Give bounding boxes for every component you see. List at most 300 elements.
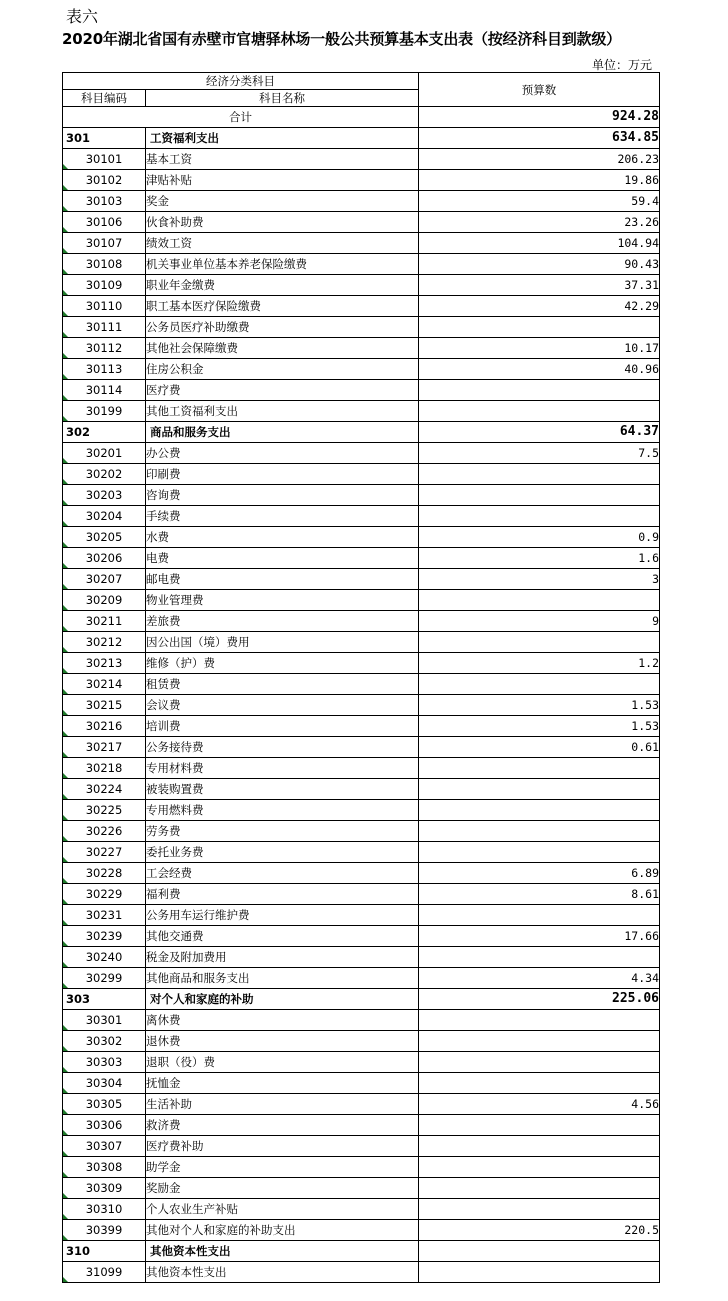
row-code [63,863,146,884]
row-name: 福利费 [146,884,419,905]
row-name: 培训费 [146,716,419,737]
cell-text-flag-icon [63,983,68,988]
row-name: 抚恤金 [146,1073,419,1094]
row-name: 劳务费 [146,821,419,842]
row-code [63,128,146,149]
row-name: 基本工资 [146,149,419,170]
row-code-text: 30226 [85,824,123,838]
row-code-text: 30305 [85,1097,123,1111]
row-code-text: 31099 [85,1265,123,1279]
row-amount: 40.96 [419,359,660,380]
row-code [63,485,146,506]
row-amount [419,506,660,527]
row-code [63,548,146,569]
row-code [63,821,146,842]
row-amount [419,1199,660,1220]
table-row [63,758,660,779]
row-amount [419,1115,660,1136]
row-amount [419,800,660,821]
cell-text-flag-icon [63,584,68,589]
cell-text-flag-icon [63,395,68,400]
row-amount [419,401,660,422]
cell-text-flag-icon [63,290,68,295]
row-name: 维修（护）费 [146,653,419,674]
table-row [63,359,660,380]
row-name: 其他对个人和家庭的补助支出 [146,1220,419,1241]
row-code-text: 301 [66,131,91,145]
row-code [63,275,146,296]
row-name: 被装购置费 [146,779,419,800]
row-amount: 6.89 [419,863,660,884]
row-code [63,1115,146,1136]
row-code-text: 30214 [85,677,123,691]
row-name: 手续费 [146,506,419,527]
table-row [63,1262,660,1283]
row-amount [419,1031,660,1052]
row-code-text: 30106 [85,215,123,229]
row-code-text: 30103 [85,194,123,208]
row-amount [419,1073,660,1094]
table-row [63,737,660,758]
row-code [63,359,146,380]
row-code [63,611,146,632]
table-row [63,548,660,569]
row-amount [419,485,660,506]
row-code-text: 30216 [85,719,123,733]
row-amount [419,1136,660,1157]
table-row [63,1010,660,1031]
row-code [63,968,146,989]
row-name: 公务接待费 [146,737,419,758]
cell-text-flag-icon [63,626,68,631]
row-code-text: 30114 [85,383,123,397]
table-row [63,233,660,254]
table-row [63,380,660,401]
table-row [63,674,660,695]
row-name: 水费 [146,527,419,548]
row-amount [419,632,660,653]
row-code-text: 30231 [85,908,123,922]
row-code [63,716,146,737]
table-row [63,1094,660,1115]
row-code-text: 30202 [85,467,123,481]
row-amount: 19.86 [419,170,660,191]
cell-text-flag-icon [63,731,68,736]
cell-text-flag-icon [63,773,68,778]
row-amount [419,674,660,695]
cell-text-flag-icon [63,206,68,211]
row-amount [419,1157,660,1178]
table-row [63,296,660,317]
row-name: 其他资本性支出 [146,1262,419,1283]
row-amount [419,317,660,338]
row-code [63,401,146,422]
row-code [63,1199,146,1220]
row-code-text: 30218 [85,761,123,775]
row-amount: 37.31 [419,275,660,296]
row-code-text: 30310 [85,1202,123,1216]
cell-text-flag-icon [63,269,68,274]
header-row-group [63,73,660,90]
table-row [63,884,660,905]
cell-text-flag-icon [63,857,68,862]
table-row [63,401,660,422]
row-code [63,380,146,401]
cell-text-flag-icon [63,311,68,316]
row-amount: 225.06 [419,989,660,1010]
row-code-text: 30308 [85,1160,123,1174]
table-row [63,254,660,275]
row-name: 退职（役）费 [146,1052,419,1073]
row-code-text: 30204 [85,509,123,523]
row-amount: 7.5 [419,443,660,464]
row-code-text: 30399 [85,1223,123,1237]
cell-text-flag-icon [63,500,68,505]
cell-text-flag-icon [63,353,68,358]
table-row [63,1199,660,1220]
table-row [63,506,660,527]
table-row [63,779,660,800]
row-amount [419,380,660,401]
row-code-text: 30207 [85,572,123,586]
row-name: 职业年金缴费 [146,275,419,296]
row-code-text: 30215 [85,698,123,712]
cell-text-flag-icon [63,794,68,799]
cell-text-flag-icon [63,1193,68,1198]
row-code [63,884,146,905]
cell-text-flag-icon [63,1130,68,1135]
row-code [63,233,146,254]
row-code-text: 30224 [85,782,123,796]
row-amount [419,842,660,863]
row-code-text: 30228 [85,866,123,880]
row-code [63,1178,146,1199]
header-code: 科目编码 [63,90,146,107]
table-row [63,1178,660,1199]
row-amount [419,758,660,779]
table-row [63,464,660,485]
row-name: 咨询费 [146,485,419,506]
row-code [63,779,146,800]
row-name: 奖金 [146,191,419,212]
row-name: 专用燃料费 [146,800,419,821]
row-code [63,254,146,275]
row-code [63,422,146,443]
row-amount: 8.61 [419,884,660,905]
row-code [63,905,146,926]
row-code [63,800,146,821]
row-name: 救济费 [146,1115,419,1136]
table-row [63,695,660,716]
row-code-text: 303 [66,992,91,1006]
row-name: 生活补助 [146,1094,419,1115]
row-name: 津贴补贴 [146,170,419,191]
table-row [63,443,660,464]
category-row [63,128,660,149]
cell-text-flag-icon [63,899,68,904]
total-label: 合计 [63,107,419,128]
row-amount: 23.26 [419,212,660,233]
row-code-text: 30225 [85,803,123,817]
row-name: 医疗费补助 [146,1136,419,1157]
total-row [63,107,660,128]
cell-text-flag-icon [63,1067,68,1072]
row-name: 其他社会保障缴费 [146,338,419,359]
row-amount [419,779,660,800]
row-name: 退休费 [146,1031,419,1052]
row-name: 其他商品和服务支出 [146,968,419,989]
cell-text-flag-icon [63,962,68,967]
row-code-text: 30107 [85,236,123,250]
cell-text-flag-icon [63,1214,68,1219]
cell-text-flag-icon [63,332,68,337]
row-name: 办公费 [146,443,419,464]
cell-text-flag-icon [63,1172,68,1177]
row-code-text: 30108 [85,257,123,271]
row-code-text: 30306 [85,1118,123,1132]
row-amount [419,1010,660,1031]
row-code [63,212,146,233]
table-row [63,947,660,968]
row-code [63,1241,146,1262]
row-amount: 1.53 [419,716,660,737]
row-code [63,758,146,779]
cell-text-flag-icon [63,941,68,946]
row-name: 租赁费 [146,674,419,695]
cell-text-flag-icon [63,878,68,883]
row-name: 会议费 [146,695,419,716]
table-row [63,800,660,821]
cell-text-flag-icon [63,416,68,421]
row-amount [419,1178,660,1199]
header-economic-classification: 经济分类科目 [63,73,419,90]
row-code-text: 30112 [85,341,123,355]
row-code-text: 30239 [85,929,123,943]
row-code-text: 30227 [85,845,123,859]
cell-text-flag-icon [63,1046,68,1051]
cell-text-flag-icon [63,248,68,253]
row-code-text: 30213 [85,656,123,670]
table-row [63,212,660,233]
cell-text-flag-icon [63,563,68,568]
table-row [63,317,660,338]
row-code [63,1094,146,1115]
table-row [63,632,660,653]
row-code [63,1010,146,1031]
cell-text-flag-icon [63,458,68,463]
row-name: 工会经费 [146,863,419,884]
row-name: 公务用车运行维护费 [146,905,419,926]
cell-text-flag-icon [63,815,68,820]
cell-text-flag-icon [63,164,68,169]
row-name: 税金及附加费用 [146,947,419,968]
row-name: 对个人和家庭的补助 [146,989,419,1010]
document-title: 2020年湖北省国有赤壁市官塘驿林场一般公共预算基本支出表（按经济科目到款级） [62,30,621,48]
row-amount: 10.17 [419,338,660,359]
row-code-text: 30304 [85,1076,123,1090]
row-code-text: 30303 [85,1055,123,1069]
cell-text-flag-icon [63,668,68,673]
cell-text-flag-icon [63,647,68,652]
row-code-text: 30109 [85,278,123,292]
table-row [63,170,660,191]
cell-text-flag-icon [63,836,68,841]
row-amount [419,1241,660,1262]
row-amount: 42.29 [419,296,660,317]
row-name: 电费 [146,548,419,569]
row-code-text: 30111 [85,320,123,334]
row-amount [419,1052,660,1073]
row-name: 专用材料费 [146,758,419,779]
row-amount [419,905,660,926]
unit-label: 单位：万元 [592,58,653,72]
table-row [63,611,660,632]
header-budget-amount: 预算数 [419,73,660,107]
row-code-text: 302 [66,425,91,439]
row-code [63,947,146,968]
row-code [63,191,146,212]
cell-text-flag-icon [63,521,68,526]
row-code-text: 30102 [85,173,123,187]
row-amount: 17.66 [419,926,660,947]
row-code-text: 30240 [85,950,123,964]
row-code-text: 30110 [85,299,123,313]
row-name: 绩效工资 [146,233,419,254]
row-amount: 1.2 [419,653,660,674]
row-name: 其他工资福利支出 [146,401,419,422]
row-amount [419,1262,660,1283]
table-number-label: 表六 [66,7,99,26]
row-code [63,149,146,170]
cell-text-flag-icon [63,1109,68,1114]
cell-text-flag-icon [63,605,68,610]
row-name: 公务员医疗补助缴费 [146,317,419,338]
table-row [63,485,660,506]
row-name: 助学金 [146,1157,419,1178]
row-amount: 59.4 [419,191,660,212]
row-code-text: 30307 [85,1139,123,1153]
row-code [63,1136,146,1157]
row-amount: 4.56 [419,1094,660,1115]
table-row [63,569,660,590]
row-name: 机关事业单位基本养老保险缴费 [146,254,419,275]
row-name: 个人农业生产补贴 [146,1199,419,1220]
row-amount [419,821,660,842]
table-row [63,1220,660,1241]
row-code-text: 30211 [85,614,123,628]
row-code [63,842,146,863]
row-amount: 220.5 [419,1220,660,1241]
row-code [63,443,146,464]
row-code-text: 30205 [85,530,123,544]
row-code [63,1031,146,1052]
row-code [63,1262,146,1283]
table-row [63,821,660,842]
row-code-text: 30206 [85,551,123,565]
row-code-text: 30217 [85,740,123,754]
row-amount: 4.34 [419,968,660,989]
row-code-text: 30101 [85,152,123,166]
table-row [63,926,660,947]
table-row [63,1052,660,1073]
row-name: 工资福利支出 [146,128,419,149]
row-code [63,926,146,947]
row-name: 住房公积金 [146,359,419,380]
row-code [63,989,146,1010]
row-name: 印刷费 [146,464,419,485]
row-name: 邮电费 [146,569,419,590]
row-code-text: 30203 [85,488,123,502]
row-amount: 1.53 [419,695,660,716]
row-amount [419,464,660,485]
row-code-text: 30199 [85,404,123,418]
row-code-text: 30302 [85,1034,123,1048]
row-code-text: 30209 [85,593,123,607]
category-row [63,989,660,1010]
cell-text-flag-icon [63,1277,68,1282]
row-code [63,590,146,611]
row-code-text: 30309 [85,1181,123,1195]
cell-text-flag-icon [63,1151,68,1156]
table-row [63,1031,660,1052]
cell-text-flag-icon [63,1025,68,1030]
row-amount: 3 [419,569,660,590]
row-amount: 64.37 [419,422,660,443]
table-row [63,905,660,926]
row-amount [419,590,660,611]
cell-text-flag-icon [63,542,68,547]
row-amount: 104.94 [419,233,660,254]
row-amount: 634.85 [419,128,660,149]
table-row [63,1073,660,1094]
row-code-text: 30212 [85,635,123,649]
row-code [63,695,146,716]
row-code [63,338,146,359]
row-code-text: 30113 [85,362,123,376]
table-row [63,149,660,170]
row-code [63,569,146,590]
budget-table [62,72,660,1283]
cell-text-flag-icon [63,1235,68,1240]
row-name: 其他资本性支出 [146,1241,419,1262]
cell-text-flag-icon [63,689,68,694]
cell-text-flag-icon [63,227,68,232]
table-row [63,1157,660,1178]
row-amount: 0.9 [419,527,660,548]
row-code [63,1220,146,1241]
row-code [63,653,146,674]
row-name: 物业管理费 [146,590,419,611]
table-row [63,968,660,989]
table-row [63,842,660,863]
table-row [63,1115,660,1136]
total-amount: 924.28 [419,107,660,128]
row-name: 商品和服务支出 [146,422,419,443]
cell-text-flag-icon [63,920,68,925]
table-row [63,527,660,548]
table-row [63,275,660,296]
row-code [63,1157,146,1178]
table-row [63,338,660,359]
category-row [63,422,660,443]
row-code-text: 30229 [85,887,123,901]
cell-text-flag-icon [63,1088,68,1093]
row-amount [419,947,660,968]
row-name: 伙食补助费 [146,212,419,233]
cell-text-flag-icon [63,752,68,757]
table-row [63,653,660,674]
row-code [63,737,146,758]
